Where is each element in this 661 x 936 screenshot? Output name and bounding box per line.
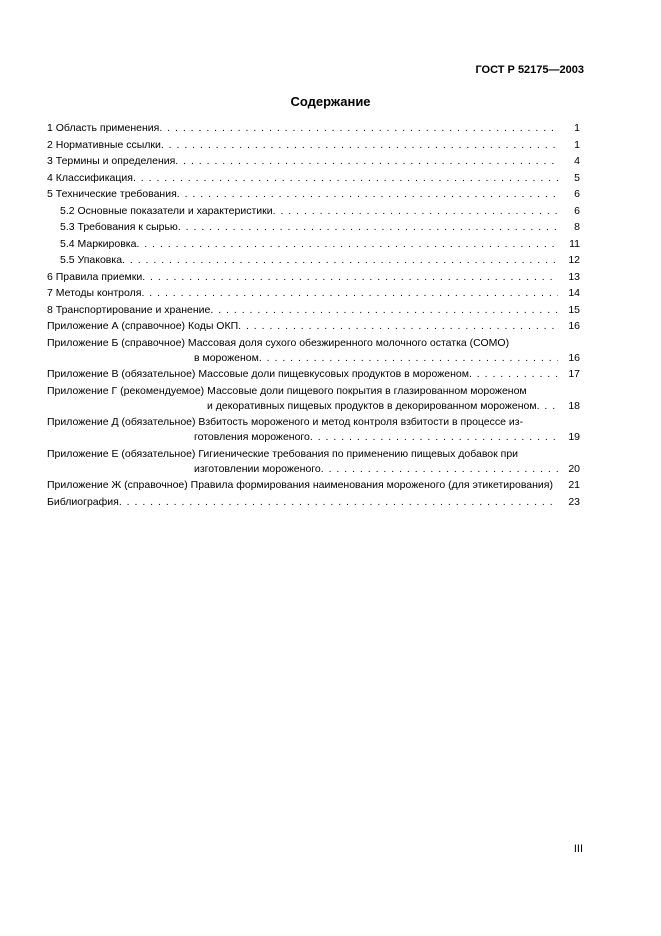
dot-leader	[136, 237, 558, 252]
toc-entry-title: Библиография	[47, 495, 119, 508]
toc-entry-title: 8 Транспортирование и хранение	[47, 303, 211, 316]
toc-entry[interactable]	[47, 138, 580, 153]
toc-entry[interactable]	[47, 171, 580, 186]
toc-entry-page: 8	[574, 221, 580, 233]
toc-entry-title: Приложение В (обязательное) Массовые доли пищевкусовых продуктов в мороженом	[47, 368, 469, 380]
toc-entry-page: 17	[568, 368, 580, 380]
dot-leader	[161, 138, 558, 153]
toc-entry-page: 1	[574, 122, 580, 134]
toc-entry-appendix-b[interactable]	[47, 336, 580, 366]
toc-entry[interactable]	[47, 121, 580, 136]
toc-entry-title: 3 Термины и определения	[47, 155, 176, 167]
toc-entry-title: 4 Классификация	[47, 171, 133, 184]
toc-entry-page: 5	[574, 171, 580, 184]
toc-entry-title: 5.3 Требования к сырью	[60, 221, 178, 233]
toc-entry-appendix-a[interactable]	[47, 319, 580, 334]
toc-entry-page: 4	[574, 155, 580, 167]
toc-entry-page: 12	[568, 254, 580, 266]
dot-leader	[175, 154, 558, 169]
dot-leader	[321, 462, 558, 477]
toc-entry-page: 1	[574, 138, 580, 151]
toc-entry[interactable]	[47, 270, 580, 285]
toc-entry-bibliography[interactable]	[47, 495, 580, 510]
toc-entry-page: 11	[569, 237, 580, 250]
toc-entry-page: 19	[568, 431, 580, 443]
toc-entry-page: 16	[568, 320, 580, 332]
toc-entry-title: 7 Методы контроля	[47, 287, 142, 299]
toc-entry-appendix-v[interactable]	[47, 367, 580, 382]
toc-entry-title: Приложение Г (рекомендуемое) Массовые доли пищевого покрытия в глазированном мороженом	[47, 384, 527, 397]
dot-leader	[133, 171, 558, 186]
dot-leader	[178, 220, 558, 235]
toc-entry[interactable]	[47, 303, 580, 318]
toc-entry-title: 5 Технические требования	[47, 188, 177, 200]
toc-entry-title: Приложение А (справочное) Коды ОКП	[47, 320, 239, 332]
dot-leader	[238, 319, 558, 334]
toc-entry-title: 5.4 Маркировка	[60, 237, 137, 250]
dot-leader	[122, 253, 558, 268]
toc-entry-page: 18	[568, 399, 580, 412]
toc-entry-title: 6 Правила приемки	[47, 270, 143, 283]
dot-leader	[159, 121, 558, 136]
toc-entry-appendix-e[interactable]	[47, 447, 580, 477]
toc-entry-page: 20	[568, 462, 580, 475]
toc-entry-title-continued: изготовлении мороженого	[194, 462, 321, 475]
toc-entry-page: 6	[574, 188, 580, 200]
dot-leader	[141, 286, 558, 301]
toc-entry-title: Приложение Д (обязательное) Взбитость мороженого и метод контроля взбитости в процессе из-	[47, 416, 524, 428]
toc-entry-page: 14	[568, 287, 580, 299]
dot-leader	[310, 430, 558, 445]
toc-subentry[interactable]	[47, 220, 580, 235]
standard-designation: ГОСТ Р 52175—2003	[475, 64, 584, 76]
toc-entry-title-continued: и декоративных пищевых продуктов в декорированном мороженом	[207, 399, 537, 412]
toc-entry-appendix-zh[interactable]	[47, 478, 580, 493]
toc-entry-title-continued: в мороженом	[194, 351, 259, 364]
dot-leader	[259, 351, 558, 366]
toc-entry-title: 1 Область применения	[47, 122, 160, 134]
dot-leader	[537, 399, 558, 414]
toc-entry-appendix-g[interactable]	[47, 384, 580, 414]
toc-entry-title-continued: готовления мороженого	[194, 431, 310, 443]
toc-entry-page: 21	[568, 479, 580, 491]
toc-entry-title: 5.2 Основные показатели и характеристики	[60, 204, 273, 217]
toc-entry[interactable]	[47, 154, 580, 169]
dot-leader	[273, 204, 558, 219]
page-number: III	[573, 843, 583, 855]
toc-entry-page: 23	[568, 495, 580, 508]
toc-entry-page: 13	[568, 270, 580, 283]
toc-entry-title: Приложение Б (справочное) Массовая доля сухого обезжиренного молочного остатка (СОМО)	[47, 336, 510, 349]
toc-entry[interactable]	[47, 187, 580, 202]
toc-entry-page: 6	[574, 204, 580, 217]
toc-entry-title: 5.5 Упаковка	[60, 254, 123, 266]
toc-subentry[interactable]	[47, 204, 580, 219]
toc-entry-appendix-d[interactable]	[47, 415, 580, 445]
dot-leader	[119, 495, 558, 510]
toc-entry-title: Приложение Ж (справочное) Правила формирования наименования мороженого (для этикетирования)	[47, 479, 553, 491]
contents-heading: Содержание	[290, 94, 371, 109]
dot-leader	[469, 367, 558, 382]
toc-entry[interactable]	[47, 286, 580, 301]
toc-entry-page: 15	[568, 303, 580, 316]
toc-entry-page: 16	[568, 351, 580, 364]
table-of-contents	[47, 121, 580, 511]
toc-subentry[interactable]	[47, 237, 580, 252]
toc-entry-title: Приложение Е (обязательное) Гигиенические требования по применению пищевых добавок при	[47, 447, 519, 460]
dot-leader	[142, 270, 558, 285]
toc-entry-title: 2 Нормативные ссылки	[47, 138, 161, 151]
dot-leader	[210, 303, 558, 318]
dot-leader	[177, 187, 558, 202]
toc-subentry[interactable]	[47, 253, 580, 268]
